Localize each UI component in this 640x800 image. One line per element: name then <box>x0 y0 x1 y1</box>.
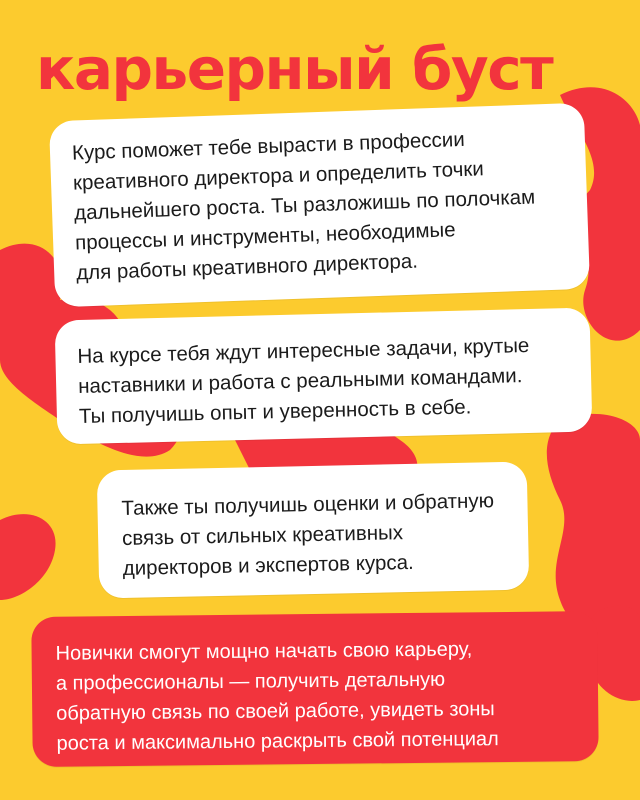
highlight-card-summary <box>31 611 599 767</box>
card-text: На курсе тебя ждут интересные задачи, крутые наставники и работа с реальными командами. Ты получишь опыт и уверенность в себе. <box>77 333 530 428</box>
info-card-mentors <box>55 307 593 444</box>
card-text: Курс поможет тебе вырасти в профессии креативного директора и определить точки дальнейшего роста. Ты разложишь по полочкам процессы и инструменты, необходимые для работы креативного директора. <box>71 127 536 285</box>
blob-left-bottom <box>0 514 56 600</box>
card-text: Также ты получишь оценки и обратную связь от сильных креативных директоров и экспертов курса. <box>121 489 495 580</box>
card-text: Новички смогут мощно начать свою карьеру, а профессионалы — получить детальную обратную связь по своей работе, увидеть зоны роста и максимально раскрыть свой потенциал <box>55 638 499 755</box>
info-card-growth <box>49 103 590 308</box>
page-title: карьерный буст <box>36 35 553 103</box>
info-card-feedback <box>97 462 530 599</box>
